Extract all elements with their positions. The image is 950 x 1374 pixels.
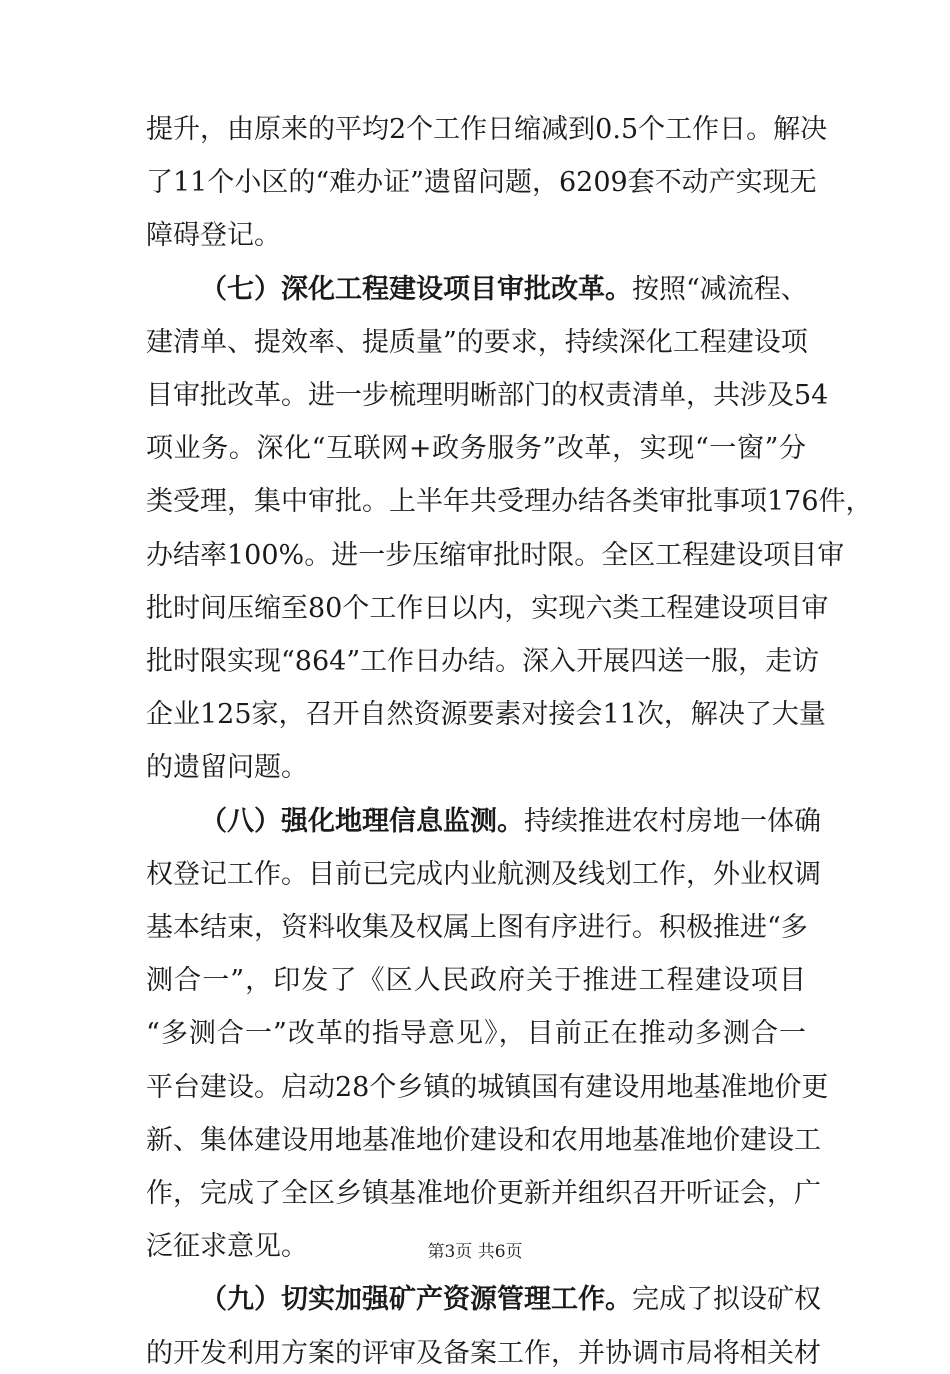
paragraph-line: 类受理，集中审批。上半年共受理办结各类审批事项176件，	[146, 486, 873, 517]
paragraph-line: 批时限实现“864”工作日办结。深入开展四送一服，走访	[146, 646, 820, 677]
section-lead-text: 持续推进农村房地一体确	[524, 806, 821, 837]
paragraph-line: 基本结束，资料收集及权属上图有序进行。积极推进“多	[146, 912, 808, 943]
paragraph-line: 项业务。深化“互联网+政务服务”改革，实现“一窗”分	[146, 433, 806, 464]
paragraph-line: 的开发利用方案的评审及备案工作，并协调市局将相关材	[146, 1338, 821, 1369]
section-heading: （七）深化工程建设项目审批改革。	[200, 274, 632, 305]
paragraph-line: 泛征求意见。	[146, 1231, 308, 1262]
section-lead-text: 完成了拟设矿权	[632, 1284, 821, 1315]
paragraph-line: 提升，由原来的平均2个工作日缩减到0.5个工作日。解决	[146, 114, 828, 145]
page-footer: 第3页 共6页	[427, 1242, 523, 1262]
paragraph-line: 目审批改革。进一步梳理明晰部门的权责清单，共涉及54	[146, 380, 829, 411]
paragraph-line: 批时间压缩至80个工作日以内，实现六类工程建设项目审	[146, 593, 829, 624]
section-heading-line	[200, 270, 806, 310]
paragraph-line: 办结率100%。进一步压缩审批时限。全区工程建设项目审	[146, 540, 845, 571]
paragraph-line: 测合一”，印发了《区人民政府关于推进工程建设项目	[146, 965, 806, 996]
section-heading: （九）切实加强矿产资源管理工作。	[200, 1284, 632, 1315]
section-heading-line	[200, 802, 821, 842]
section-lead-text: 按照“减流程、	[632, 274, 808, 305]
paragraph-line: 权登记工作。目前已完成内业航测及线划工作，外业权调	[146, 859, 821, 890]
paragraph-line: 建清单、提效率、提质量”的要求，持续深化工程建设项	[146, 327, 808, 358]
paragraph-line: 了11个小区的“难办证”遗留问题，6209套不动产实现无	[146, 167, 817, 198]
paragraph-line: 新、集体建设用地基准地价建设和农用地基准地价建设工	[146, 1125, 821, 1156]
section-heading: （八）强化地理信息监测。	[200, 806, 524, 837]
paragraph-line: 平台建设。启动28个乡镇的城镇国有建设用地基准地价更	[146, 1072, 829, 1103]
paragraph-line: 作，完成了全区乡镇基准地价更新并组织召开听证会，广	[146, 1178, 821, 1209]
section-heading-line	[200, 1280, 821, 1320]
paragraph-line: 企业125家，召开自然资源要素对接会11次，解决了大量	[146, 699, 826, 730]
paragraph-line: “多测合一”改革的指导意见》，目前正在推动多测合一	[146, 1018, 806, 1049]
paragraph-line: 的遗留问题。	[146, 752, 308, 783]
paragraph-line: 障碍登记。	[146, 220, 281, 251]
